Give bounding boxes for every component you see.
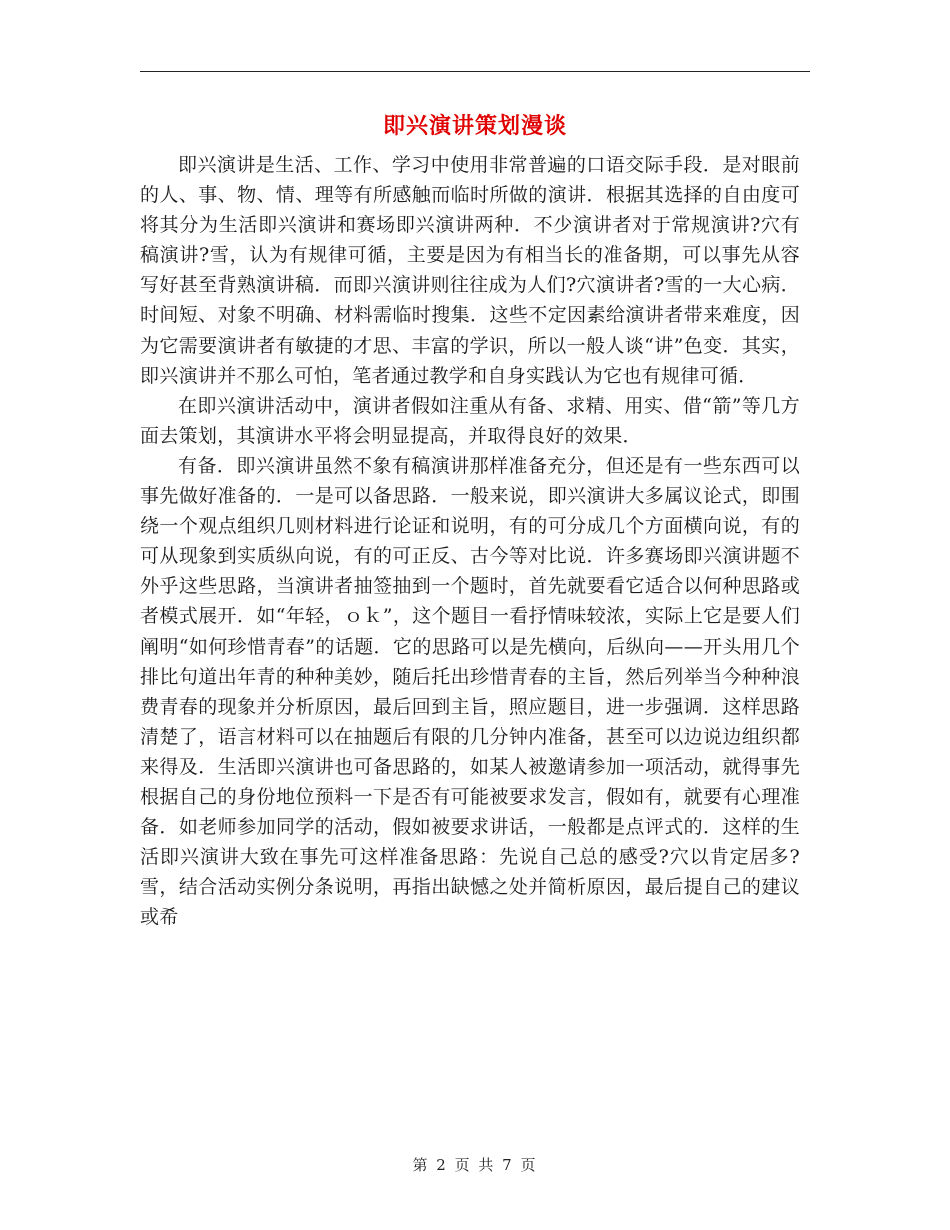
document-body	[140, 150, 800, 932]
page-number: 第 2 页 共 7 页	[412, 1156, 538, 1174]
paragraph-planning: 在即兴演讲活动中，演讲者假如注重从有备、求精、用实、借“箭”等几方面去策划，其演讲水平将会明显提高，并取得良好的效果．	[140, 394, 800, 447]
paragraph-preparation: 有备．即兴演讲虽然不象有稿演讲那样准备充分，但还是有一些东西可以事先做好准备的．一是可以备思路．一般来说，即兴演讲大多属议论式，即围绕一个观点组织几则材料进行论证和说明，有的可分成几个方面横向说，有的可从现象到实质纵向说，有的可正反、古今等对比说．许多赛场即兴演讲题不外乎这些思路，当演讲者抽签抽到一个题时，首先就要看它适合以何种思路或者模式展开．如“年轻，ｏｋ”，这个题目一看抒情味较浓，实际上它是要人们阐明“如何珍惜青春”的话题．它的思路可以是先横向，后纵向——开头用几个排比句道出年青的种种美妙，随后托出珍惜青春的主旨，然后列举当今种种浪费青春的现象并分析原因，最后回到主旨，照应题目，进一步强调．这样思路清楚了，语言材料可以在抽题后有限的几分钟内准备，甚至可以边说边组织都来得及．生活即兴演讲也可备思路的，如某人被邀请参加一项活动，就得事先根据自己的身份地位预料一下是否有可能被要求发言，假如有，就要有心理准备．如老师参加同学的活动，假如被要求讲话，一般都是点评式的．这样的生活即兴演讲大致在事先可这样准备思路：先说自己总的感受?穴以肯定居多?雪，结合活动实例分条说明，再指出缺憾之处并简析原因，最后提自己的建议或希	[140, 454, 800, 929]
header-rule	[140, 71, 810, 72]
paragraph-intro: 即兴演讲是生活、工作、学习中使用非常普遍的口语交际手段．是对眼前的人、事、物、情、理等有所感触而临时所做的演讲．根据其选择的自由度可将其分为生活即兴演讲和赛场即兴演讲两种．不少演讲者对于常规演讲?穴有稿演讲?雪，认为有规律可循，主要是因为有相当长的准备期，可以事先从容写好甚至背熟演讲稿．而即兴演讲则往往成为人们?穴演讲者?雪的一大心病．时间短、对象不明确、材料需临时搜集．这些不定因素给演讲者带来难度，因为它需要演讲者有敏捷的才思、丰富的学识，所以一般人谈“讲”色变．其实，即兴演讲并不那么可怕，笔者通过教学和自身实践认为它也有规律可循．	[140, 154, 800, 387]
document-title: 即兴演讲策划漫谈	[382, 113, 567, 139]
